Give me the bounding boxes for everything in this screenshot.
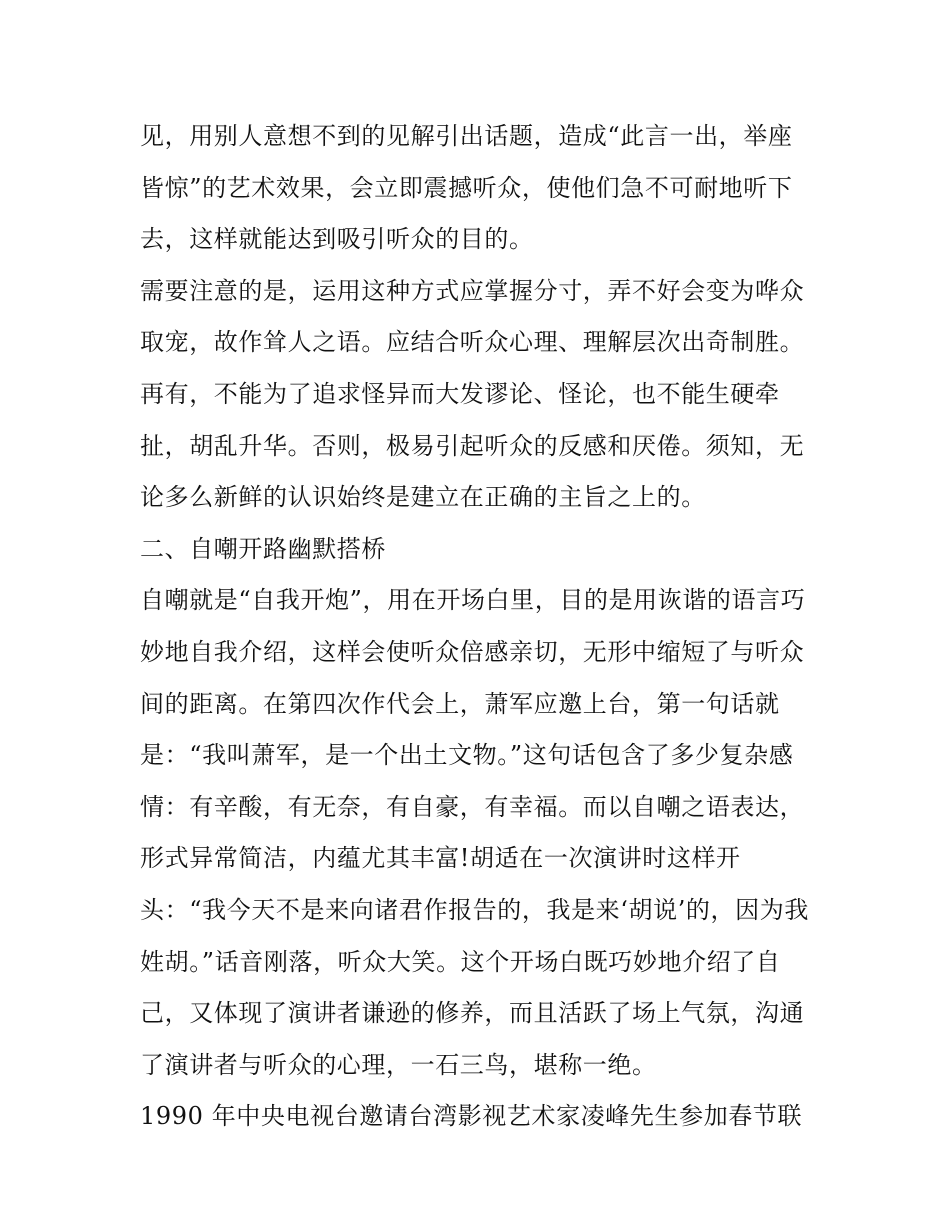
text-line: 再有，不能为了追求怪异而大发谬论、怪论，也不能生硬牵 xyxy=(140,379,780,408)
text-line: 了演讲者与听众的心理，一石三鸟，堪称一绝。 xyxy=(140,1050,657,1079)
text-line: 己，又体现了演讲者谦逊的修养，而且活跃了场上气氛，沟通 xyxy=(140,999,805,1028)
text-line: 是：“我叫萧军，是一个出土文物。”这句话包含了多少复杂感 xyxy=(140,741,794,770)
text-line: 1990 年中央电视台邀请台湾影视艺术家凌峰先生参加春节联 xyxy=(140,1102,803,1131)
text-line: 头：“我今天不是来向诸君作报告的，我是来‘胡说’的，因为我 xyxy=(140,895,809,924)
text-line: 论多么新鲜的认识始终是建立在正确的主旨之上的。 xyxy=(140,483,706,512)
text-line: 皆惊”的艺术效果，会立即震撼听众，使他们急不可耐地听下 xyxy=(140,173,793,202)
text-line: 形式异常简洁，内蕴尤其丰富!胡适在一次演讲时这样开 xyxy=(140,844,741,873)
text-line: 情：有辛酸，有无奈，有自豪，有幸福。而以自嘲之语表达， xyxy=(140,792,805,821)
text-line: 自嘲就是“自我开炮”，用在开场白里，目的是用诙谐的语言巧 xyxy=(140,586,806,615)
text-line: 见，用别人意想不到的见解引出话题，造成“此言一出，举座 xyxy=(140,122,793,150)
section-heading: 二、自嘲开路幽默搭桥 xyxy=(140,534,386,563)
text-line: 需要注意的是，运用这种方式应掌握分寸，弄不好会变为哗众 xyxy=(140,276,805,305)
text-line: 妙地自我介绍，这样会使听众倍感亲切，无形中缩短了与听众 xyxy=(140,637,805,666)
text-line: 取宠，故作耸人之语。应结合听众心理、理解层次出奇制胜。 xyxy=(140,328,805,357)
document-page xyxy=(140,111,820,1143)
text-line: 姓胡。”话音刚落，听众大笑。这个开场白既巧妙地介绍了自 xyxy=(140,947,781,976)
text-line: 扯，胡乱升华。否则，极易引起听众的反感和厌倦。须知，无 xyxy=(140,431,805,460)
text-line: 去，这样就能达到吸引听众的目的。 xyxy=(140,225,534,254)
text-line: 间的距离。在第四次作代会上，萧军应邀上台，第一句话就 xyxy=(140,689,780,718)
